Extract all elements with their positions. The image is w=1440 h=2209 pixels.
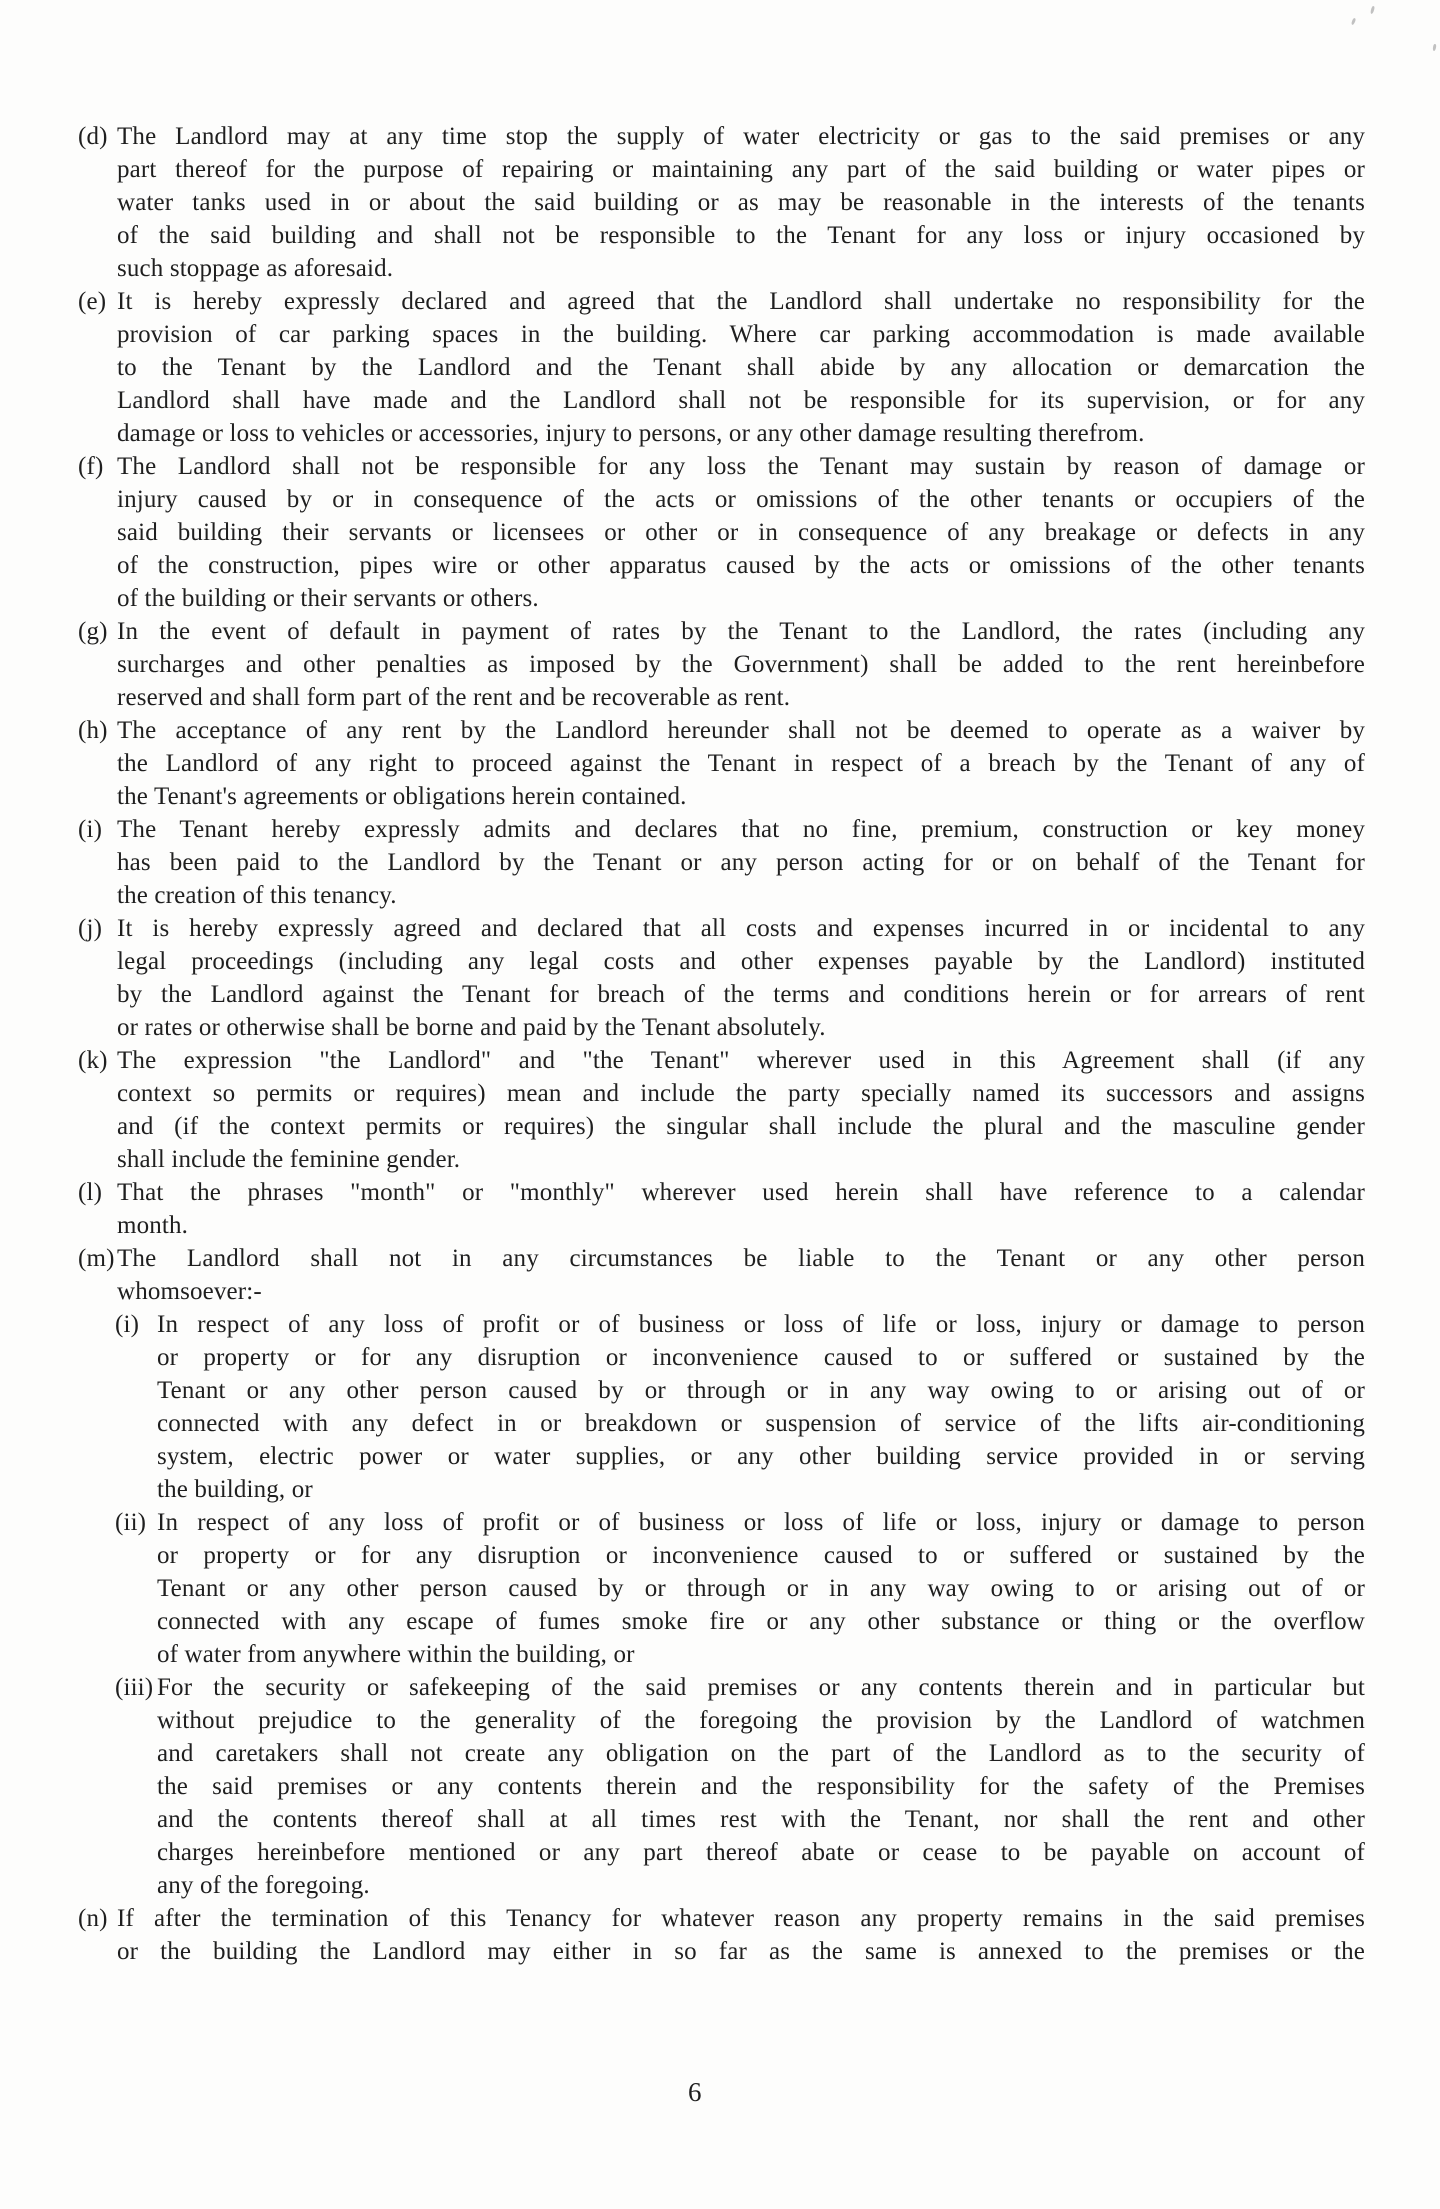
text-line: said building their servants or licensees or other or in consequence of any breakage or defects in any — [117, 519, 1365, 546]
text-line: context so permits or requires) mean and include the party specially named its successors and assigns — [117, 1080, 1365, 1107]
clause-k — [78, 1044, 1365, 1176]
text-line: system, electric power or water supplies, or any other building service provided in or serving — [157, 1443, 1365, 1470]
text-line: month. — [117, 1212, 189, 1239]
scan-speck — [1351, 18, 1356, 26]
clause-f-label: (f) — [78, 453, 104, 480]
clause-n — [78, 1902, 1365, 1968]
text-line: It is hereby expressly agreed and declared that all costs and expenses incurred in or incidental to any — [117, 915, 1365, 942]
clause-m-ii-label: (ii) — [115, 1509, 147, 1536]
clause-g-text — [117, 615, 1365, 714]
page-number: 6 — [688, 2077, 702, 2107]
text-line: In respect of any loss of profit or of business or loss of life or loss, injury or damage to person — [157, 1311, 1365, 1338]
text-line: Tenant or any other person caused by or through or in any way owing to or arising out of or — [157, 1575, 1365, 1602]
text-line: connected with any escape of fumes smoke fire or any other substance or thing or the overflow — [157, 1608, 1365, 1635]
text-line: The Tenant hereby expressly admits and declares that no fine, premium, construction or key money — [117, 816, 1365, 843]
text-line: The acceptance of any rent by the Landlord hereunder shall not be deemed to operate as a waiver by — [117, 717, 1365, 744]
clause-l-label: (l) — [78, 1179, 103, 1206]
clause-m-iii-text — [157, 1671, 1365, 1902]
text-line: connected with any defect in or breakdown or suspension of service of the lifts air-conditioning — [157, 1410, 1365, 1437]
text-line: without prejudice to the generality of the foregoing the provision by the Landlord of watchmen — [157, 1707, 1365, 1734]
text-line: That the phrases "month" or "monthly" wherever used herein shall have reference to a calendar — [117, 1179, 1365, 1206]
text-line: and caretakers shall not create any obligation on the part of the Landlord as to the security of — [157, 1740, 1365, 1767]
text-line: and (if the context permits or requires) the singular shall include the plural and the masculine gender — [117, 1113, 1365, 1140]
scan-speck — [1432, 44, 1436, 51]
text-line: It is hereby expressly declared and agreed that the Landlord shall undertake no responsibility for the — [117, 288, 1365, 315]
scan-speck — [1370, 6, 1375, 15]
text-line: any of the foregoing. — [157, 1872, 370, 1899]
text-line: provision of car parking spaces in the building. Where car parking accommodation is made available — [117, 321, 1365, 348]
text-line: part thereof for the purpose of repairing or maintaining any part of the said building or water pipes or — [117, 156, 1365, 183]
text-line: of the building or their servants or others. — [117, 585, 539, 612]
text-line: The Landlord shall not in any circumstances be liable to the Tenant or any other person — [117, 1245, 1365, 1272]
clause-d — [78, 120, 1365, 285]
clause-k-label: (k) — [78, 1047, 108, 1074]
text-line: the building, or — [157, 1476, 313, 1503]
clause-m-iii-label: (iii) — [115, 1674, 154, 1701]
text-line: the Tenant's agreements or obligations herein contained. — [117, 783, 687, 810]
clause-m — [78, 1242, 1365, 1902]
text-line: reserved and shall form part of the rent and be recoverable as rent. — [117, 684, 791, 711]
text-line: or the building the Landlord may either in so far as the same is annexed to the premises or the — [117, 1938, 1365, 1965]
clause-g-label: (g) — [78, 618, 108, 645]
clause-i-text — [117, 813, 1365, 912]
text-line: Tenant or any other person caused by or through or in any way owing to or arising out of or — [157, 1377, 1365, 1404]
clause-m-text — [117, 1242, 1365, 1308]
text-line: legal proceedings (including any legal costs and other expenses payable by the Landlord) instituted — [117, 948, 1365, 975]
clause-j-text — [117, 912, 1365, 1044]
text-line: to the Tenant by the Landlord and the Tenant shall abide by any allocation or demarcation the — [117, 354, 1365, 381]
clause-g — [78, 615, 1365, 714]
clause-f-text — [117, 450, 1365, 615]
clause-f — [78, 450, 1365, 615]
clause-i — [78, 813, 1365, 912]
clause-e-label: (e) — [78, 288, 107, 315]
text-line: such stoppage as aforesaid. — [117, 255, 394, 282]
text-line: Landlord shall have made and the Landlord shall not be responsible for its supervision, or for any — [117, 387, 1365, 414]
clause-i-label: (i) — [78, 816, 103, 843]
clause-j — [78, 912, 1365, 1044]
clause-e-text — [117, 285, 1365, 450]
text-line: or property or for any disruption or inconvenience caused to or suffered or sustained by the — [157, 1542, 1365, 1569]
clause-m-label: (m) — [78, 1245, 115, 1272]
clause-e — [78, 285, 1365, 450]
text-line: injury caused by or in consequence of the acts or omissions of the other tenants or occupiers of the — [117, 486, 1365, 513]
text-line: the Landlord of any right to proceed against the Tenant in respect of a breach by the Tenant of any of — [117, 750, 1365, 777]
clause-m-i-label: (i) — [115, 1311, 140, 1338]
text-line: surcharges and other penalties as imposed by the Government) shall be added to the rent hereinbefore — [117, 651, 1365, 678]
text-line: or rates or otherwise shall be borne and paid by the Tenant absolutely. — [117, 1014, 826, 1041]
clause-d-label: (d) — [78, 123, 108, 150]
text-line: If after the termination of this Tenancy for whatever reason any property remains in the said premises — [117, 1905, 1365, 1932]
clause-d-text — [117, 120, 1365, 285]
clause-h — [78, 714, 1365, 813]
clause-m-ii-text — [157, 1506, 1365, 1671]
text-line: or property or for any disruption or inconvenience caused to or suffered or sustained by the — [157, 1344, 1365, 1371]
clause-n-text — [117, 1902, 1365, 1968]
clause-l — [78, 1176, 1365, 1242]
clause-n-label: (n) — [78, 1905, 108, 1932]
clause-k-text — [117, 1044, 1365, 1176]
text-line: the creation of this tenancy. — [117, 882, 397, 909]
text-line: shall include the feminine gender. — [117, 1146, 461, 1173]
clause-m-i — [115, 1308, 1365, 1506]
text-line: The expression "the Landlord" and "the Tenant" wherever used in this Agreement shall (if any — [117, 1047, 1365, 1074]
text-line: by the Landlord against the Tenant for breach of the terms and conditions herein or for arrears of rent — [117, 981, 1365, 1008]
text-line: water tanks used in or about the said building or as may be reasonable in the interests of the tenants — [117, 189, 1365, 216]
text-line: has been paid to the Landlord by the Tenant or any person acting for or on behalf of the Tenant for — [117, 849, 1365, 876]
text-line: of water from anywhere within the building, or — [157, 1641, 635, 1668]
text-line: The Landlord shall not be responsible for any loss the Tenant may sustain by reason of damage or — [117, 453, 1365, 480]
text-line: of the construction, pipes wire or other apparatus caused by the acts or omissions of the other tenants — [117, 552, 1365, 579]
text-line: of the said building and shall not be responsible to the Tenant for any loss or injury occasioned by — [117, 222, 1365, 249]
text-line: whomsoever:- — [117, 1278, 262, 1305]
text-line: The Landlord may at any time stop the supply of water electricity or gas to the said premises or any — [117, 123, 1365, 150]
clause-m-i-text — [157, 1308, 1365, 1506]
text-line: For the security or safekeeping of the said premises or any contents therein and in particular but — [157, 1674, 1365, 1701]
text-line: In the event of default in payment of rates by the Tenant to the Landlord, the rates (including any — [117, 618, 1365, 645]
text-line: and the contents thereof shall at all times rest with the Tenant, nor shall the rent and other — [157, 1806, 1365, 1833]
clause-j-label: (j) — [78, 915, 103, 942]
clause-m-ii — [115, 1506, 1365, 1671]
clause-h-label: (h) — [78, 717, 108, 744]
clause-l-text — [117, 1176, 1365, 1242]
text-line: the said premises or any contents therein and the responsibility for the safety of the Premises — [157, 1773, 1365, 1800]
clause-h-text — [117, 714, 1365, 813]
clause-m-iii — [115, 1671, 1365, 1902]
text-line: damage or loss to vehicles or accessories, injury to persons, or any other damage resulting therefrom. — [117, 420, 1145, 447]
clauses-block — [78, 120, 1365, 1968]
text-line: charges hereinbefore mentioned or any part thereof abate or cease to be payable on account of — [157, 1839, 1365, 1866]
text-line: In respect of any loss of profit or of business or loss of life or loss, injury or damage to person — [157, 1509, 1365, 1536]
